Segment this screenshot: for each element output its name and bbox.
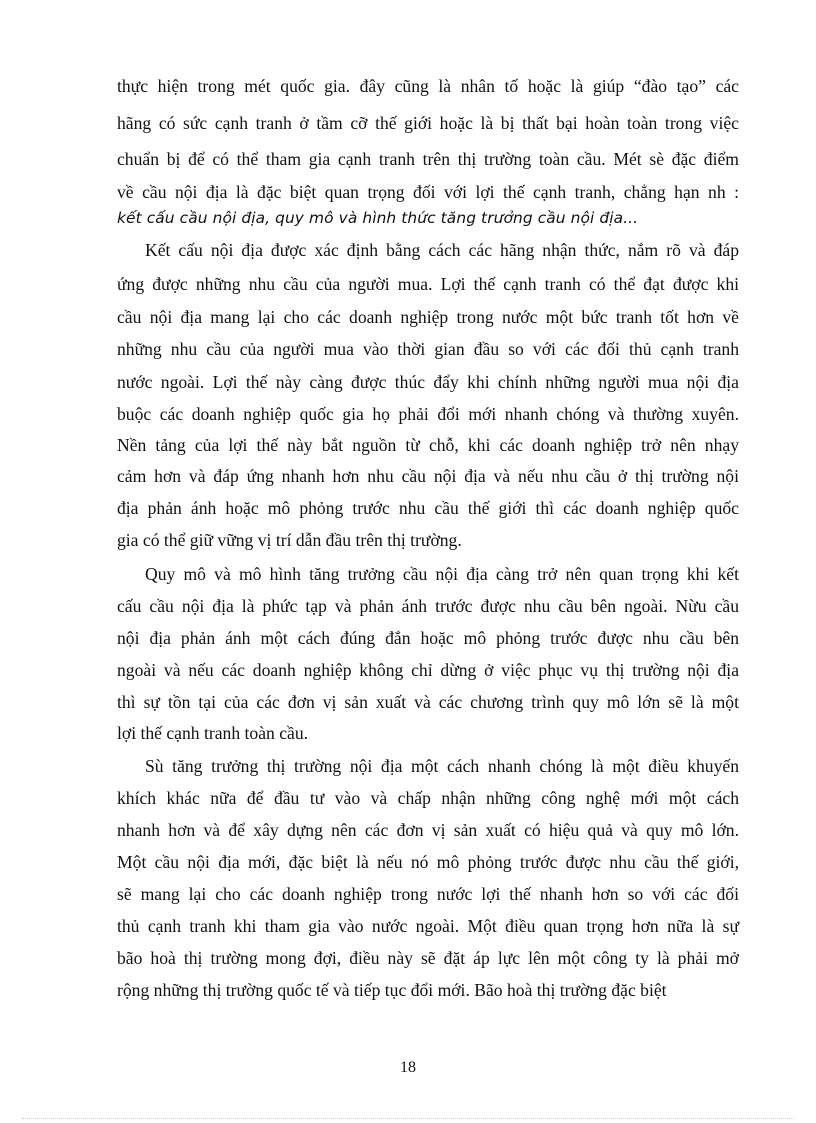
text-line: gia có thể giữ vững vị trí dẫn đầu trên thị trường. [117,530,462,550]
text-line: chuẩn bị để có thể tham gia cạnh tranh trên thị trường toàn cầu. Mét sè đặc điểm [117,149,739,169]
text-line: Một cầu nội địa mới, đặc biệt là nếu nó mô phỏng trước được nhu cầu thế giới, [117,852,739,872]
text-line: lợi thế cạnh tranh toàn cầu. [117,723,309,743]
page-bottom-divider [22,1118,794,1119]
text-line: về cầu nội địa là đặc biệt quan trọng đối với lợi thế cạnh tranh, chẳng hạn nh : [117,182,739,202]
text-line-italic: kết cấu cầu nội địa, quy mô và hình thức tăng trưởng cầu nội địa... [117,209,639,227]
text-line: những nhu cầu của người mua vào thời gian đầu so với các đối thủ cạnh tranh [117,339,739,359]
text-line: địa phản ánh hoặc mô phỏng trước nhu cầu thế giới thì các doanh nghiệp quốc [117,498,739,518]
text-line: cấu cầu nội địa là phức tạp và phản ánh trước được nhu cầu bên ngoài. Nừu cầu [117,596,739,616]
text-line: nước ngoài. Lợi thế này càng được thúc đẩy khi chính những người mua nội địa [117,372,739,392]
text-line: Nền tảng của lợi thế này bắt nguồn từ chỗ, khi các doanh nghiệp trở nên nhạy [117,435,739,455]
page-number: 18 [400,1059,416,1076]
text-line: thì sự tồn tại của các đơn vị sản xuất và các chương trình quy mô lớn sẽ là một [117,692,739,712]
text-line: cảm hơn và đáp ứng nhanh hơn nhu cầu nội địa và nếu nhu cầu ở thị trường nội [117,466,739,486]
text-line: khích khác nữa để đầu tư vào và chấp nhận những công nghệ mới một cách [117,788,739,808]
text-line: sẽ mang lại cho các doanh nghiệp trong nước lợi thế nhanh hơn so với các đối [117,884,739,904]
text-line: rộng những thị trường quốc tế và tiếp tục đổi mới. Bão hoà thị trường đặc biệt [117,980,667,1000]
text-line: cầu nội địa mang lại cho các doanh nghiệp trong nước một bức tranh tốt hơn về [117,307,739,327]
paragraph-start-line: Kết cấu nội địa được xác định bằng cách các hãng nhận thức, nắm rõ và đáp [145,240,739,260]
text-line: ngoài và nếu các doanh nghiệp không chỉ dừng ở việc phục vụ thị trường nội địa [117,660,739,680]
text-line: buộc các doanh nghiệp quốc gia họ phải đổi mới nhanh chóng và thường xuyên. [117,404,739,424]
text-line: bão hoà thị trường mong đợi, điều này sẽ đặt áp lực lên một công ty là phải mở [117,948,739,968]
text-line: nhanh hơn và để xây dựng nên các đơn vị sản xuất có hiệu quả và quy mô lớn. [117,820,739,840]
paragraph-start-line: Quy mô và mô hình tăng trưởng cầu nội địa càng trở nên quan trọng khi kết [145,564,739,584]
text-line: thực hiện trong mét quốc gia. đây cũng là nhân tố hoặc là giúp “đào tạo” các [117,76,739,96]
paragraph-start-line: Sù tăng trưởng thị trường nội địa một cách nhanh chóng là một điều khuyến [145,756,739,776]
text-line: ứng được những nhu cầu của người mua. Lợi thế cạnh tranh có thể đạt được khi [117,274,739,294]
text-line: thủ cạnh tranh khi tham gia vào nước ngoài. Một điều quan trọng hơn nữa là sự [117,916,739,936]
text-line: nội địa phản ánh một cách đúng đắn hoặc mô phỏng trước được nhu cầu bên [117,628,739,648]
text-line: hãng có sức cạnh tranh ở tầm cỡ thế giới hoặc là bị thất bại hoàn toàn trong việc [117,113,739,133]
